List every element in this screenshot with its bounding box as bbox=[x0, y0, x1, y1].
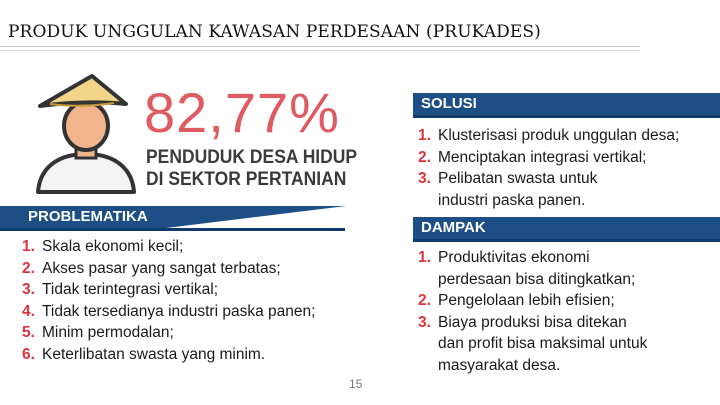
banner-angle bbox=[166, 206, 346, 228]
dampak-heading: DAMPAK bbox=[421, 219, 486, 236]
item-number: 1. bbox=[418, 127, 431, 144]
item-text: Minim permodalan; bbox=[42, 324, 174, 341]
page-number: 15 bbox=[349, 377, 363, 391]
dampak-list bbox=[418, 247, 647, 376]
slide-title: PRODUK UNGGULAN KAWASAN PERDESAAN (PRUKADES) bbox=[8, 22, 541, 42]
list-item bbox=[22, 344, 315, 366]
item-number: 3. bbox=[22, 281, 35, 298]
list-item-continued bbox=[418, 355, 647, 377]
item-number: 1. bbox=[22, 238, 35, 255]
stat-caption bbox=[146, 147, 375, 191]
dampak-banner bbox=[413, 217, 720, 239]
list-item-continued bbox=[418, 190, 679, 212]
list-item bbox=[22, 301, 315, 323]
item-text: Keterlibatan swasta yang minim. bbox=[42, 345, 266, 363]
title-divider-secondary bbox=[0, 50, 640, 51]
list-item bbox=[418, 125, 679, 147]
item-number: 6. bbox=[22, 345, 35, 363]
item-number: 2. bbox=[418, 292, 431, 309]
item-text: dan profit bisa maksimal untuk bbox=[438, 335, 648, 352]
item-text: Menciptakan integrasi vertikal; bbox=[438, 148, 647, 166]
item-number: 3. bbox=[418, 170, 431, 187]
stat-caption-line1: PENDUDUK DESA HIDUP bbox=[146, 147, 358, 168]
list-item bbox=[22, 258, 315, 280]
solusi-heading: SOLUSI bbox=[421, 95, 477, 112]
list-item bbox=[22, 236, 315, 258]
item-number: 2. bbox=[418, 148, 431, 166]
problematika-list bbox=[22, 236, 315, 365]
stat-caption-line2: DI SEKTOR PERTANIAN bbox=[146, 169, 347, 190]
item-text: Skala ekonomi kecil; bbox=[42, 238, 184, 255]
farmer-icon bbox=[30, 70, 142, 195]
item-number: 2. bbox=[22, 259, 35, 277]
solusi-list bbox=[418, 125, 679, 211]
item-number: 3. bbox=[418, 313, 431, 331]
solusi-banner bbox=[413, 93, 720, 115]
list-item bbox=[418, 247, 647, 269]
item-text: industri paska panen. bbox=[438, 191, 586, 209]
list-item bbox=[418, 168, 679, 190]
item-text: Produktivitas ekonomi bbox=[438, 249, 590, 266]
item-text: Tidak tersedianya industri paska panen; bbox=[42, 302, 316, 320]
item-number: 4. bbox=[22, 302, 35, 320]
item-text: Tidak terintegrasi vertikal; bbox=[42, 281, 219, 298]
item-text: Klusterisasi produk unggulan desa; bbox=[438, 127, 680, 144]
problematika-heading: PROBLEMATIKA bbox=[28, 208, 148, 225]
item-number: 1. bbox=[418, 249, 431, 266]
list-item bbox=[22, 279, 315, 301]
item-text: Akses pasar yang sangat terbatas; bbox=[42, 259, 281, 277]
item-text: Pelibatan swasta untuk bbox=[438, 170, 598, 187]
list-item bbox=[22, 322, 315, 344]
item-text: masyarakat desa. bbox=[438, 356, 561, 374]
list-item-continued bbox=[418, 269, 647, 291]
title-divider bbox=[0, 46, 640, 47]
item-number: 5. bbox=[22, 324, 35, 341]
list-item-continued bbox=[418, 333, 647, 355]
list-item bbox=[418, 312, 647, 334]
stat-value: 82,77% bbox=[144, 81, 340, 144]
problematika-banner bbox=[0, 206, 345, 228]
item-text: perdesaan bisa ditingkatkan; bbox=[438, 270, 636, 288]
list-item bbox=[418, 147, 679, 169]
list-item bbox=[418, 290, 647, 312]
item-text: Pengelolaan lebih efisien; bbox=[438, 292, 615, 309]
item-text: Biaya produksi bisa ditekan bbox=[438, 313, 627, 331]
